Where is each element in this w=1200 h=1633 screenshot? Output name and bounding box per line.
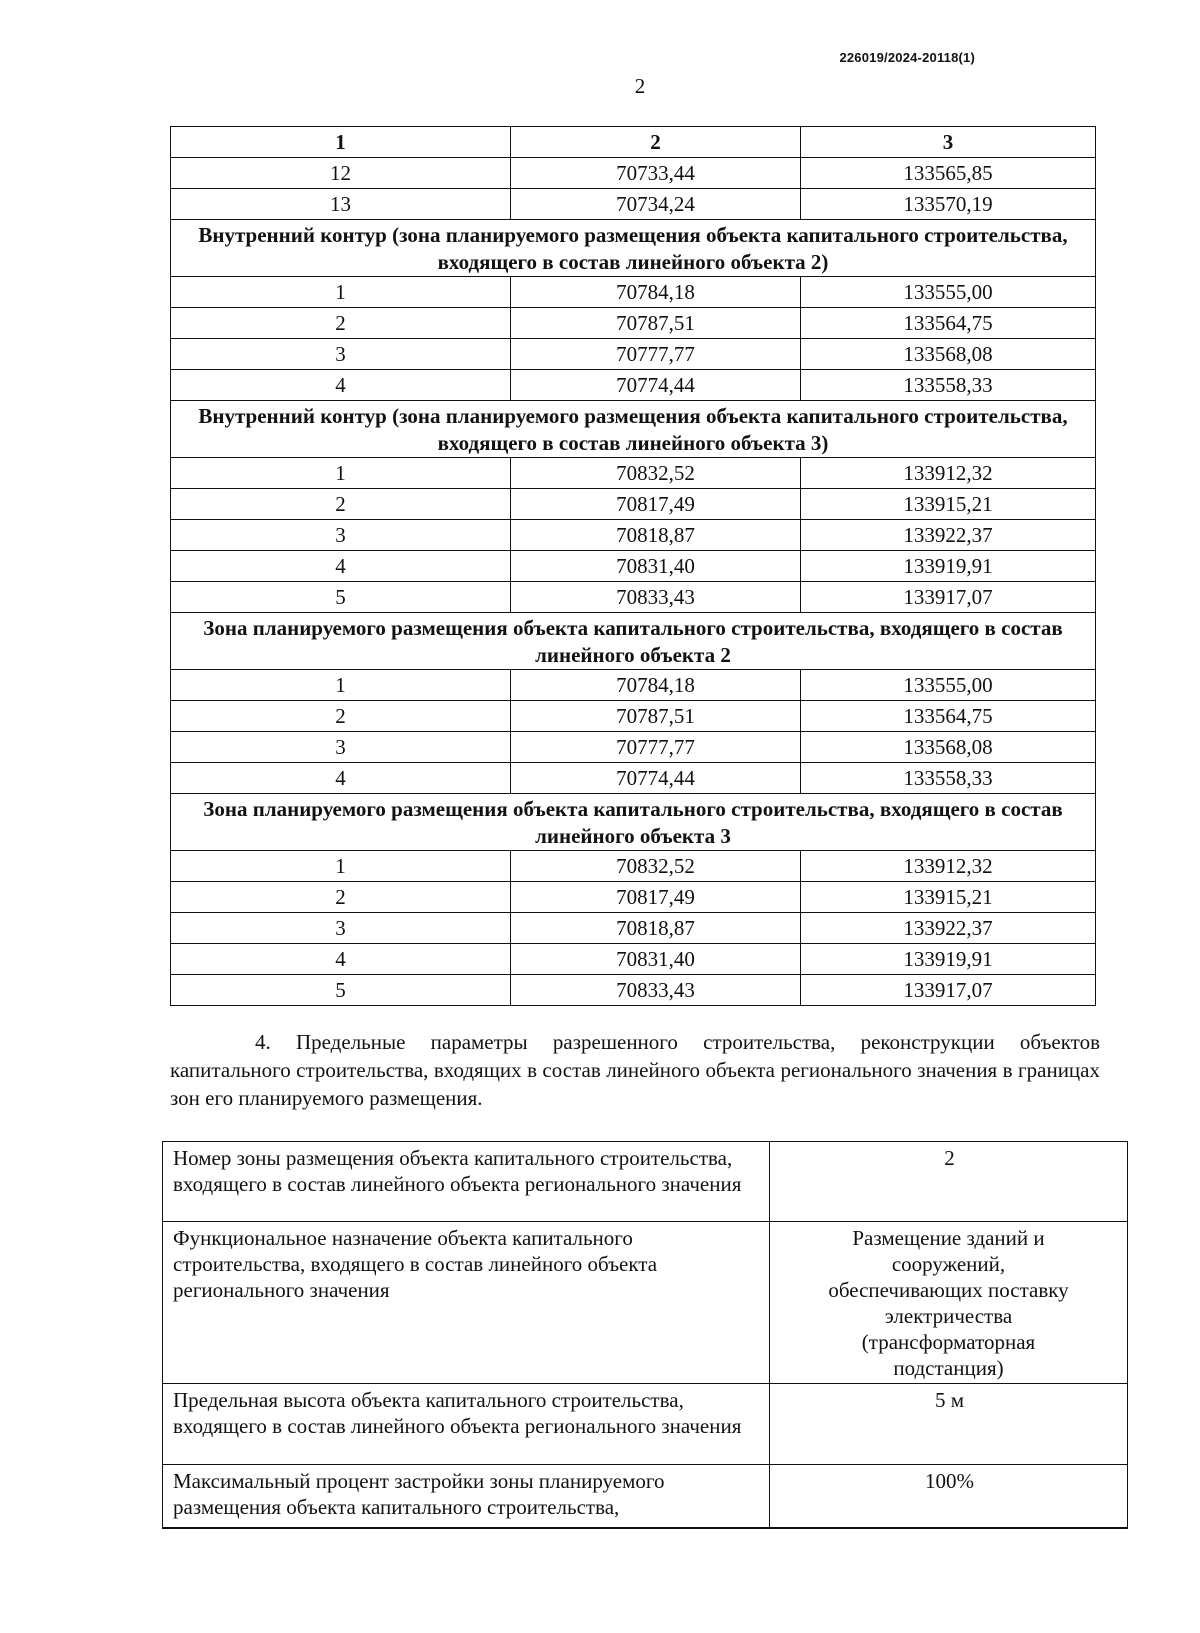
column-header: 3 <box>801 127 1096 158</box>
x-coordinate-cell: 70833,43 <box>511 975 801 1006</box>
parameter-value: 2 <box>770 1142 1128 1222</box>
y-coordinate-cell: 133915,21 <box>801 882 1096 913</box>
table-row <box>171 370 1096 401</box>
point-number-cell: 3 <box>171 520 511 551</box>
y-coordinate-cell: 133564,75 <box>801 308 1096 339</box>
section-title-row <box>171 613 1096 670</box>
table-row <box>171 158 1096 189</box>
column-header: 1 <box>171 127 511 158</box>
x-coordinate-cell: 70832,52 <box>511 458 801 489</box>
parameter-row <box>163 1384 1128 1465</box>
table-row <box>171 277 1096 308</box>
x-coordinate-cell: 70777,77 <box>511 732 801 763</box>
y-coordinate-cell: 133568,08 <box>801 732 1096 763</box>
document-id: 226019/2024-20118(1) <box>839 50 975 65</box>
y-coordinate-cell: 133558,33 <box>801 370 1096 401</box>
section-title-row <box>171 794 1096 851</box>
table-row <box>171 944 1096 975</box>
point-number-cell: 1 <box>171 458 511 489</box>
point-number-cell: 1 <box>171 277 511 308</box>
point-number-cell: 3 <box>171 732 511 763</box>
x-coordinate-cell: 70787,51 <box>511 701 801 732</box>
point-number-cell: 5 <box>171 582 511 613</box>
y-coordinate-cell: 133919,91 <box>801 944 1096 975</box>
table-row <box>171 582 1096 613</box>
x-coordinate-cell: 70787,51 <box>511 308 801 339</box>
point-number-cell: 13 <box>171 189 511 220</box>
parameter-label: Функциональное назначение объекта капитального строительства, входящего в состав линейного объекта регионального значения <box>163 1222 770 1384</box>
x-coordinate-cell: 70784,18 <box>511 277 801 308</box>
x-coordinate-cell: 70833,43 <box>511 582 801 613</box>
y-coordinate-cell: 133564,75 <box>801 701 1096 732</box>
parameter-value: Размещение зданий и сооружений, обеспечивающих поставку электричества (трансформаторная подстанция) <box>770 1222 1128 1384</box>
section-title: Зона планируемого размещения объекта капитального строительства, входящего в состав линейного объекта 3 <box>171 794 1096 851</box>
point-number-cell: 2 <box>171 489 511 520</box>
page-number: 2 <box>634 74 646 98</box>
table-row <box>171 339 1096 370</box>
point-number-cell: 1 <box>171 670 511 701</box>
y-coordinate-cell: 133568,08 <box>801 339 1096 370</box>
x-coordinate-cell: 70734,24 <box>511 189 801 220</box>
point-number-cell: 3 <box>171 339 511 370</box>
table-row <box>171 489 1096 520</box>
point-number-cell: 4 <box>171 763 511 794</box>
section-title-row <box>171 401 1096 458</box>
section-title-row <box>171 220 1096 277</box>
x-coordinate-cell: 70777,77 <box>511 339 801 370</box>
point-number-cell: 2 <box>171 308 511 339</box>
point-number-cell: 4 <box>171 944 511 975</box>
coordinates-table <box>170 126 1096 1006</box>
parameter-label: Номер зоны размещения объекта капитального строительства, входящего в состав линейного объекта регионального значения <box>163 1142 770 1222</box>
table-row <box>171 975 1096 1006</box>
x-coordinate-cell: 70818,87 <box>511 520 801 551</box>
x-coordinate-cell: 70818,87 <box>511 913 801 944</box>
x-coordinate-cell: 70831,40 <box>511 944 801 975</box>
y-coordinate-cell: 133917,07 <box>801 582 1096 613</box>
parameters-table <box>162 1141 1128 1529</box>
table-row <box>171 458 1096 489</box>
point-number-cell: 1 <box>171 851 511 882</box>
parameter-row <box>163 1222 1128 1384</box>
point-number-cell: 2 <box>171 701 511 732</box>
section-title: Внутренний контур (зона планируемого размещения объекта капитального строительства, входящего в состав линейного объекта 3) <box>171 401 1096 458</box>
y-coordinate-cell: 133919,91 <box>801 551 1096 582</box>
point-number-cell: 2 <box>171 882 511 913</box>
x-coordinate-cell: 70817,49 <box>511 882 801 913</box>
parameter-value: 100% <box>770 1465 1128 1529</box>
parameter-label: Предельная высота объекта капитального строительства, входящего в состав линейного объекта регионального значения <box>163 1384 770 1465</box>
table-header-row <box>171 127 1096 158</box>
point-number-cell: 12 <box>171 158 511 189</box>
table-row <box>171 308 1096 339</box>
table-row <box>171 882 1096 913</box>
y-coordinate-cell: 133912,32 <box>801 851 1096 882</box>
table-row <box>171 520 1096 551</box>
parameter-row <box>163 1465 1128 1529</box>
section-title: Внутренний контур (зона планируемого размещения объекта капитального строительства, входящего в состав линейного объекта 2) <box>171 220 1096 277</box>
y-coordinate-cell: 133555,00 <box>801 277 1096 308</box>
point-number-cell: 5 <box>171 975 511 1006</box>
x-coordinate-cell: 70817,49 <box>511 489 801 520</box>
section-4-paragraph: 4. Предельные параметры разрешенного строительства, реконструкции объектов капитального строительства, входящих в состав линейного объекта регионального значения в границах зон его планируемого размещения. <box>170 1030 1100 1110</box>
section-title: Зона планируемого размещения объекта капитального строительства, входящего в состав линейного объекта 2 <box>171 613 1096 670</box>
table-row <box>171 670 1096 701</box>
x-coordinate-cell: 70774,44 <box>511 763 801 794</box>
table-row <box>171 701 1096 732</box>
y-coordinate-cell: 133915,21 <box>801 489 1096 520</box>
table-row <box>171 851 1096 882</box>
table-row <box>171 189 1096 220</box>
x-coordinate-cell: 70774,44 <box>511 370 801 401</box>
table-row <box>171 551 1096 582</box>
table-row <box>171 763 1096 794</box>
x-coordinate-cell: 70831,40 <box>511 551 801 582</box>
parameter-value: 5 м <box>770 1384 1128 1465</box>
parameter-row <box>163 1142 1128 1222</box>
y-coordinate-cell: 133570,19 <box>801 189 1096 220</box>
y-coordinate-cell: 133922,37 <box>801 913 1096 944</box>
x-coordinate-cell: 70733,44 <box>511 158 801 189</box>
x-coordinate-cell: 70832,52 <box>511 851 801 882</box>
y-coordinate-cell: 133555,00 <box>801 670 1096 701</box>
y-coordinate-cell: 133917,07 <box>801 975 1096 1006</box>
point-number-cell: 4 <box>171 370 511 401</box>
y-coordinate-cell: 133922,37 <box>801 520 1096 551</box>
parameter-label: Максимальный процент застройки зоны планируемого размещения объекта капитального строительства, <box>163 1465 770 1529</box>
table-row <box>171 913 1096 944</box>
table-row <box>171 732 1096 763</box>
x-coordinate-cell: 70784,18 <box>511 670 801 701</box>
y-coordinate-cell: 133565,85 <box>801 158 1096 189</box>
y-coordinate-cell: 133912,32 <box>801 458 1096 489</box>
point-number-cell: 3 <box>171 913 511 944</box>
column-header: 2 <box>511 127 801 158</box>
point-number-cell: 4 <box>171 551 511 582</box>
y-coordinate-cell: 133558,33 <box>801 763 1096 794</box>
